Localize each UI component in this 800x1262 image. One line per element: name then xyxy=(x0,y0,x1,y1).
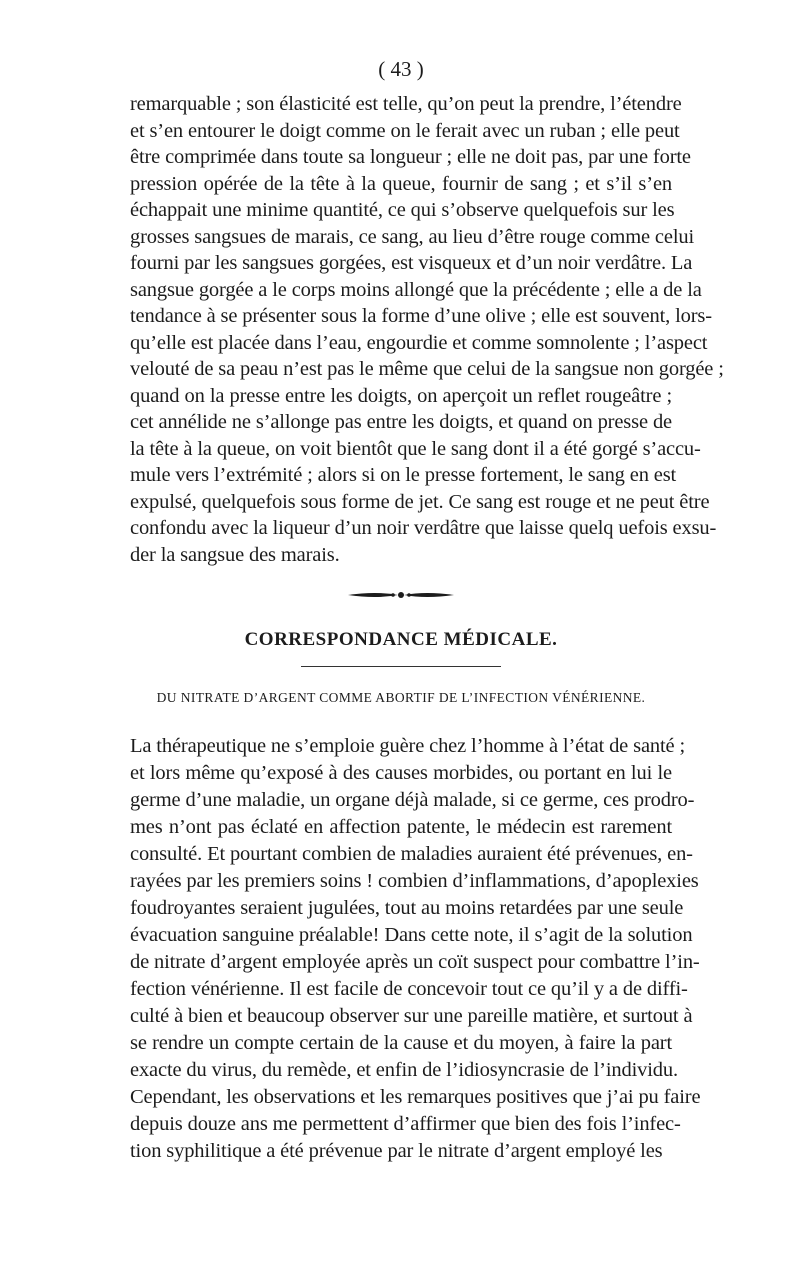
text-line: fourni par les sangsues gorgées, est visqueux et d’un noir verdâtre. La xyxy=(130,252,693,274)
ornament-divider xyxy=(130,590,672,600)
text-line: échappait une minime quantité, ce qui s’observe quelquefois sur les xyxy=(130,199,675,221)
paragraph-silver-nitrate xyxy=(130,733,701,1165)
text-line: qu’elle est placée dans l’eau, engourdie et comme somnolente ; l’aspect xyxy=(130,331,708,354)
text-line: mes n’ont pas éclaté en affection patente, le médecin est rarement xyxy=(130,816,672,838)
text-line: tion syphilitique a été prévenue par le nitrate d’argent employé les xyxy=(130,1140,663,1162)
text-line: et lors même qu’exposé à des causes morbides, ou portant en lui le xyxy=(130,762,672,784)
article-subheading: DU NITRATE D’ARGENT COMME ABORTIF DE L’INFECTION VÉNÉRIENNE. xyxy=(156,690,646,705)
text-line: remarquable ; son élasticité est telle, qu’on peut la prendre, l’étendre xyxy=(130,93,682,115)
text-line: mule vers l’extrémité ; alors si on le presse fortement, le sang en est xyxy=(130,464,677,486)
text-line: germe d’une maladie, un organe déjà malade, si ce germe, ces prodro- xyxy=(130,789,695,811)
heading-rule xyxy=(301,666,501,667)
text-line: der la sangsue des marais. xyxy=(130,543,340,566)
text-line: sangsue gorgée a le corps moins allongé que la précédente ; elle a de la xyxy=(130,278,702,301)
text-line: culté à bien et beaucoup observer sur une pareille matière, et surtout à xyxy=(130,1005,693,1027)
text-line: fection vénérienne. Il est facile de concevoir tout ce qu’il y a de diffi- xyxy=(130,978,688,1000)
text-line: cet annélide ne s’allonge pas entre les doigts, et quand on presse de xyxy=(130,411,672,433)
text-line: tendance à se présenter sous la forme d’une olive ; elle est souvent, lors- xyxy=(130,305,712,327)
text-line: évacuation sanguine préalable! Dans cette note, il s’agit de la solution xyxy=(130,924,693,946)
section-heading: CORRESPONDANCE MÉDICALE. xyxy=(244,629,558,650)
paragraph-leech-description xyxy=(130,91,724,568)
text-line: exacte du virus, du remède, et enfin de l’idiosyncrasie de l’individu. xyxy=(130,1059,678,1081)
text-line: grosses sangsues de marais, ce sang, au lieu d’être rouge comme celui xyxy=(130,225,695,248)
text-line: être comprimée dans toute sa longueur ; elle ne doit pas, par une forte xyxy=(130,146,691,168)
text-line: de nitrate d’argent employée après un coït suspect pour combattre l’in- xyxy=(130,951,700,973)
text-line: depuis douze ans me permettent d’affirmer que bien des fois l’infec- xyxy=(130,1113,681,1135)
page-number: ( 43 ) xyxy=(378,57,424,81)
text-line: quand on la presse entre les doigts, on aperçoit un reflet rougeâtre ; xyxy=(130,384,672,407)
text-line: La thérapeutique ne s’emploie guère chez l’homme à l’état de santé ; xyxy=(130,735,686,757)
text-line: confondu avec la liqueur d’un noir verdâtre que laisse quelq uefois exsu- xyxy=(130,517,717,539)
text-line: velouté de sa peau n’est pas le même que celui de la sangsue non gorgée ; xyxy=(130,358,724,380)
text-line: foudroyantes seraient jugulées, tout au moins retardées par une seule xyxy=(130,897,684,919)
book-page xyxy=(130,55,724,1165)
text-line: rayées par les premiers soins ! combien d’inflammations, d’apoplexies xyxy=(130,870,699,892)
text-line: expulsé, quelquefois sous forme de jet. Ce sang est rouge et ne peut être xyxy=(130,490,710,513)
text-line: se rendre un compte certain de la cause et du moyen, à faire la part xyxy=(130,1032,672,1054)
text-line: Cependant, les observations et les remarques positives que j’ai pu faire xyxy=(130,1086,701,1108)
text-line: pression opérée de la tête à la queue, fournir de sang ; et s’il s’en xyxy=(130,172,672,195)
text-line: la tête à la queue, on voit bientôt que le sang dont il a été gorgé s’accu- xyxy=(130,437,701,460)
text-line: et s’en entourer le doigt comme on le ferait avec un ruban ; elle peut xyxy=(130,119,680,142)
text-line: consulté. Et pourtant combien de maladies auraient été prévenues, en- xyxy=(130,843,693,865)
